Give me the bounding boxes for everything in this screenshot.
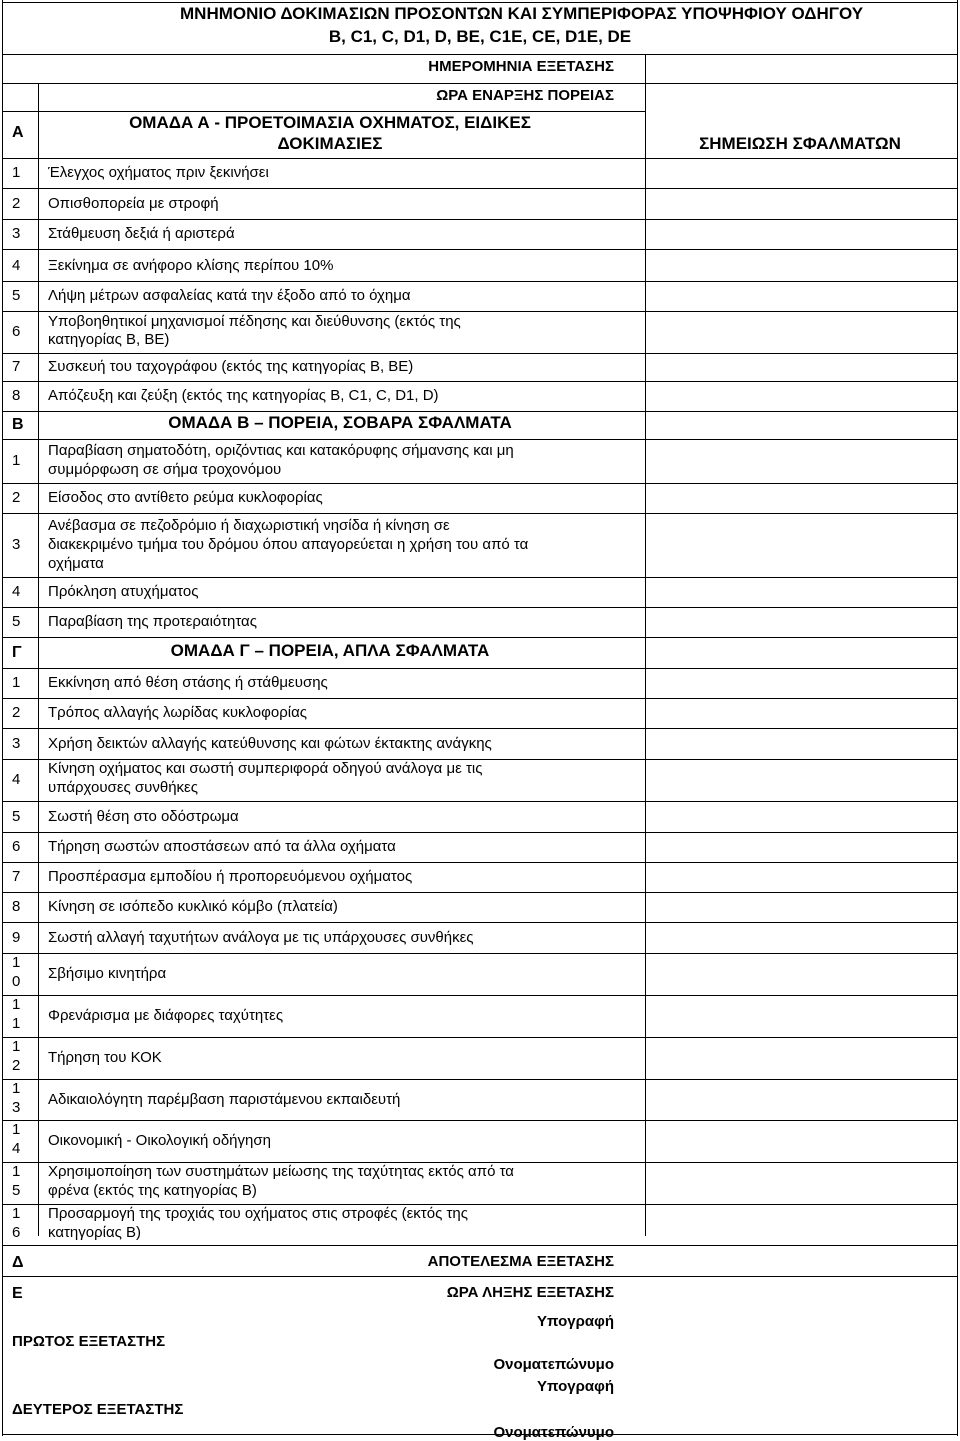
- checklist-item-text: Προσπέρασμα εμποδίου ή προπορευόμενου οχήματος: [48, 868, 413, 885]
- checklist-item-text: Λήψη μέτρων ασφαλείας κατά την έξοδο από το όχημα: [48, 287, 411, 304]
- item-number: 5: [12, 1182, 21, 1199]
- checklist-item-text: Τρόπος αλλαγής λωρίδας κυκλοφορίας: [48, 704, 307, 721]
- grid-line: [2, 637, 957, 638]
- grid-line: [2, 381, 957, 382]
- grid-line: [2, 439, 957, 440]
- grid-line: [2, 832, 957, 833]
- grid-line: [2, 698, 957, 699]
- checklist-item-text: Απόζευξη και ζεύξη (εκτός της κατηγορίας B, C1, C, D1, D): [48, 387, 439, 404]
- grid-line: [2, 483, 957, 484]
- group-e-letter: Ε: [12, 1285, 23, 1302]
- checklist-item-text: Συσκευή του ταχογράφου (εκτός της κατηγορίας B, BE): [48, 358, 414, 375]
- checklist-item-text: υπάρχουσες συνθήκες: [48, 779, 198, 796]
- grid-line: [2, 801, 957, 802]
- group-b-title: ΟΜΑΔΑ Β – ΠΟΡΕΙΑ, ΣΟΒΑΡΑ ΣΦΑΛΜΑΤΑ: [168, 413, 512, 432]
- item-number: 1: [12, 1163, 21, 1180]
- grid-line: [2, 995, 957, 996]
- checklist-item-text: οχήματα: [48, 554, 104, 572]
- checklist-item-text: Παραβίαση σηματοδότη, οριζόντιας και κατακόρυφης σήμανσης και μη: [48, 442, 514, 459]
- grid-line: [2, 1079, 957, 1080]
- grid-line: [645, 54, 646, 1236]
- grid-line: [2, 188, 957, 189]
- checklist-item-text: Είσοδος στο αντίθετο ρεύμα κυκλοφορίας: [48, 488, 323, 506]
- item-number: 8: [12, 387, 21, 404]
- checklist-item-text: κατηγορίας B, BE): [48, 331, 170, 348]
- item-number: 1: [12, 996, 21, 1013]
- exam-end-time-label: ΩΡΑ ΛΗΞΗΣ ΕΞΕΤΑΣΗΣ: [446, 1284, 614, 1301]
- item-number: 4: [12, 256, 21, 274]
- grid-line: [2, 892, 957, 893]
- grid-line: [2, 281, 957, 282]
- item-number: 3: [12, 1099, 21, 1116]
- item-number: 1: [12, 674, 21, 691]
- item-number: 6: [12, 1224, 21, 1241]
- checklist-item-text: Έλεγχος οχήματος πριν ξεκινήσει: [48, 164, 269, 181]
- item-number: 5: [12, 613, 21, 630]
- grid-line: [2, 922, 957, 923]
- checklist-item-text: κατηγορίας B): [48, 1224, 142, 1241]
- checklist-item-text: Κίνηση οχήματος και σωστή συμπεριφορά οδηγού ανάλογα με τις: [48, 760, 483, 777]
- checklist-item-text: Σβήσιμο κινητήρα: [48, 965, 167, 982]
- grid-line: [957, 0, 958, 1436]
- item-number: 4: [12, 771, 21, 788]
- grid-line: [2, 83, 957, 84]
- item-number: 6: [12, 838, 21, 855]
- signature-label: Υπογραφή: [537, 1313, 614, 1330]
- grid-line: [2, 728, 957, 729]
- item-number: 6: [12, 323, 21, 340]
- item-number: 8: [12, 898, 21, 915]
- form-title-categories: B, C1, C, D1, D, BE, C1E, CE, D1E, DE: [328, 27, 632, 46]
- checklist-item-text: φρένα (εκτός της κατηγορίας B): [48, 1182, 257, 1199]
- group-b-letter: Β: [12, 416, 24, 433]
- signature-label: Υπογραφή: [537, 1378, 614, 1395]
- route-start-time-label: ΩΡΑ ΕΝΑΡΞΗΣ ΠΟΡΕΙΑΣ: [436, 87, 614, 104]
- first-examiner-label: ΠΡΩΤΟΣ ΕΞΕΤΑΣΤΗΣ: [12, 1333, 166, 1350]
- checklist-item-text: Στάθμευση δεξιά ή αριστερά: [48, 225, 235, 242]
- item-number: 3: [12, 536, 21, 553]
- checklist-item-text: Υποβοηθητικοί μηχανισμοί πέδησης και διεύθυνσης (εκτός της: [48, 313, 461, 330]
- form-title: ΜΝΗΜΟΝΙΟ ΔΟΚΙΜΑΣΙΩΝ ΠΡΟΣΟΝΤΩΝ ΚΑΙ ΣΥΜΠΕΡΙΦΟΡΑΣ ΥΠΟΨΗΦΙΟΥ ΟΔΗΓΟΥ: [180, 4, 864, 23]
- checklist-item-text: Ανέβασμα σε πεζοδρόμιο ή διαχωριστική νησίδα ή κίνηση σε: [48, 516, 450, 534]
- item-number: 7: [12, 868, 21, 885]
- item-number: 5: [12, 807, 21, 825]
- grid-line: [2, 1120, 957, 1121]
- item-number: 1: [12, 1121, 21, 1138]
- group-d-letter: Δ: [12, 1254, 24, 1271]
- grid-line: [2, 411, 957, 412]
- item-number: 2: [12, 489, 21, 506]
- item-number: 5: [12, 287, 21, 304]
- item-number: 3: [12, 225, 21, 242]
- grid-line: [2, 1245, 957, 1246]
- grid-line: [2, 1037, 957, 1038]
- full-name-label: Ονοματεπώνυμο: [493, 1424, 614, 1441]
- checklist-item-text: Σωστή θέση στο οδόστρωμα: [48, 807, 239, 825]
- item-number: 2: [12, 1057, 21, 1074]
- grid-line: [2, 2, 957, 3]
- checklist-item-text: Εκκίνηση από θέση στάσης ή στάθμευσης: [48, 674, 328, 691]
- item-number: 1: [12, 1080, 21, 1097]
- grid-line: [2, 577, 957, 578]
- grid-line: [2, 353, 957, 354]
- error-notes-header: ΣΗΜΕΙΩΣΗ ΣΦΑΛΜΑΤΩΝ: [699, 134, 901, 153]
- exam-date-label: ΗΜΕΡΟΜΗΝΙΑ ΕΞΕΤΑΣΗΣ: [428, 58, 614, 75]
- grid-line: [2, 953, 957, 954]
- checklist-item-text: Χρησιμοποίηση των συστημάτων μείωσης της ταχύτητας εκτός από τα: [48, 1163, 514, 1180]
- checklist-item-text: συμμόρφωση σε σήμα τροχονόμου: [48, 461, 282, 478]
- group-a-title: ΟΜΑΔΑ Α - ΠΡΟΕΤΟΙΜΑΣΙΑ ΟΧΗΜΑΤΟΣ, ΕΙΔΙΚΕΣ: [129, 113, 531, 132]
- grid-line: [2, 311, 957, 312]
- group-c-title: ΟΜΑΔΑ Γ – ΠΟΡΕΙΑ, ΑΠΛΑ ΣΦΑΛΜΑΤΑ: [170, 641, 490, 660]
- checklist-item-text: Οικονομική - Οικολογική οδήγηση: [48, 1132, 271, 1149]
- item-number: 1: [12, 164, 21, 181]
- grid-line: [2, 668, 957, 669]
- item-number: 1: [12, 452, 21, 469]
- grid-line: [2, 249, 957, 250]
- full-name-label: Ονοματεπώνυμο: [493, 1356, 614, 1373]
- grid-line: [2, 0, 3, 1436]
- grid-line: [2, 111, 645, 112]
- checklist-item-text: διακεκριμένο τμήμα του δρόμου όπου απαγορεύεται η χρήση του από τα: [48, 535, 529, 553]
- item-number: 2: [12, 194, 21, 212]
- item-number: 1: [12, 1205, 21, 1222]
- checklist-item-text: Χρήση δεικτών αλλαγής κατεύθυνσης και φώτων έκτακτης ανάγκης: [48, 734, 492, 752]
- group-a-letter: Α: [12, 124, 24, 141]
- grid-line: [2, 1276, 957, 1277]
- checklist-item-text: Τήρηση του ΚΟΚ: [48, 1049, 162, 1066]
- item-number: 0: [12, 973, 21, 990]
- item-number: 4: [12, 1140, 21, 1157]
- checklist-item-text: Σωστή αλλαγή ταχυτήτων ανάλογα με τις υπάρχουσες συνθήκες: [48, 928, 474, 946]
- group-c-letter: Γ: [12, 644, 22, 661]
- checklist-item-text: Πρόκληση ατυχήματος: [48, 582, 199, 600]
- checklist-item-text: Τήρηση σωστών αποστάσεων από τα άλλα οχήματα: [48, 838, 396, 855]
- item-number: 3: [12, 734, 21, 752]
- item-number: 1: [12, 1038, 21, 1055]
- item-number: 7: [12, 358, 21, 375]
- grid-line: [38, 83, 39, 1236]
- item-number: 1: [12, 954, 21, 971]
- checklist-item-text: Αδικαιολόγητη παρέμβαση παριστάμενου εκπαιδευτή: [48, 1090, 401, 1108]
- grid-line: [2, 219, 957, 220]
- grid-line: [645, 54, 957, 55]
- item-number: 4: [12, 583, 21, 600]
- exam-result-label: ΑΠΟΤΕΛΕΣΜΑ ΕΞΕΤΑΣΗΣ: [427, 1253, 614, 1270]
- grid-line: [2, 513, 957, 514]
- grid-line: [2, 158, 957, 159]
- group-a-title: ΔΟΚΙΜΑΣΙΕΣ: [277, 134, 383, 153]
- checklist-item-text: Προσαρμογή της τροχιάς του οχήματος στις στροφές (εκτός της: [48, 1205, 468, 1222]
- checklist-item-text: Φρενάρισμα με διάφορες ταχύτητες: [48, 1007, 284, 1024]
- item-number: 1: [12, 1015, 21, 1032]
- checklist-item-text: Ξεκίνημα σε ανήφορο κλίσης περίπου 10%: [48, 256, 334, 274]
- grid-line: [2, 607, 957, 608]
- item-number: 9: [12, 928, 21, 946]
- checklist-item-text: Κίνηση σε ισόπεδο κυκλικό κόμβο (πλατεία): [48, 898, 338, 915]
- grid-line: [2, 862, 957, 863]
- grid-line: [2, 54, 645, 55]
- checklist-item-text: Παραβίαση της προτεραιότητας: [48, 612, 257, 630]
- grid-line: [2, 1434, 957, 1435]
- checklist-item-text: Οπισθοπορεία με στροφή: [48, 194, 219, 212]
- item-number: 2: [12, 704, 21, 721]
- second-examiner-label: ΔΕΥΤΕΡΟΣ ΕΞΕΤΑΣΤΗΣ: [12, 1401, 184, 1418]
